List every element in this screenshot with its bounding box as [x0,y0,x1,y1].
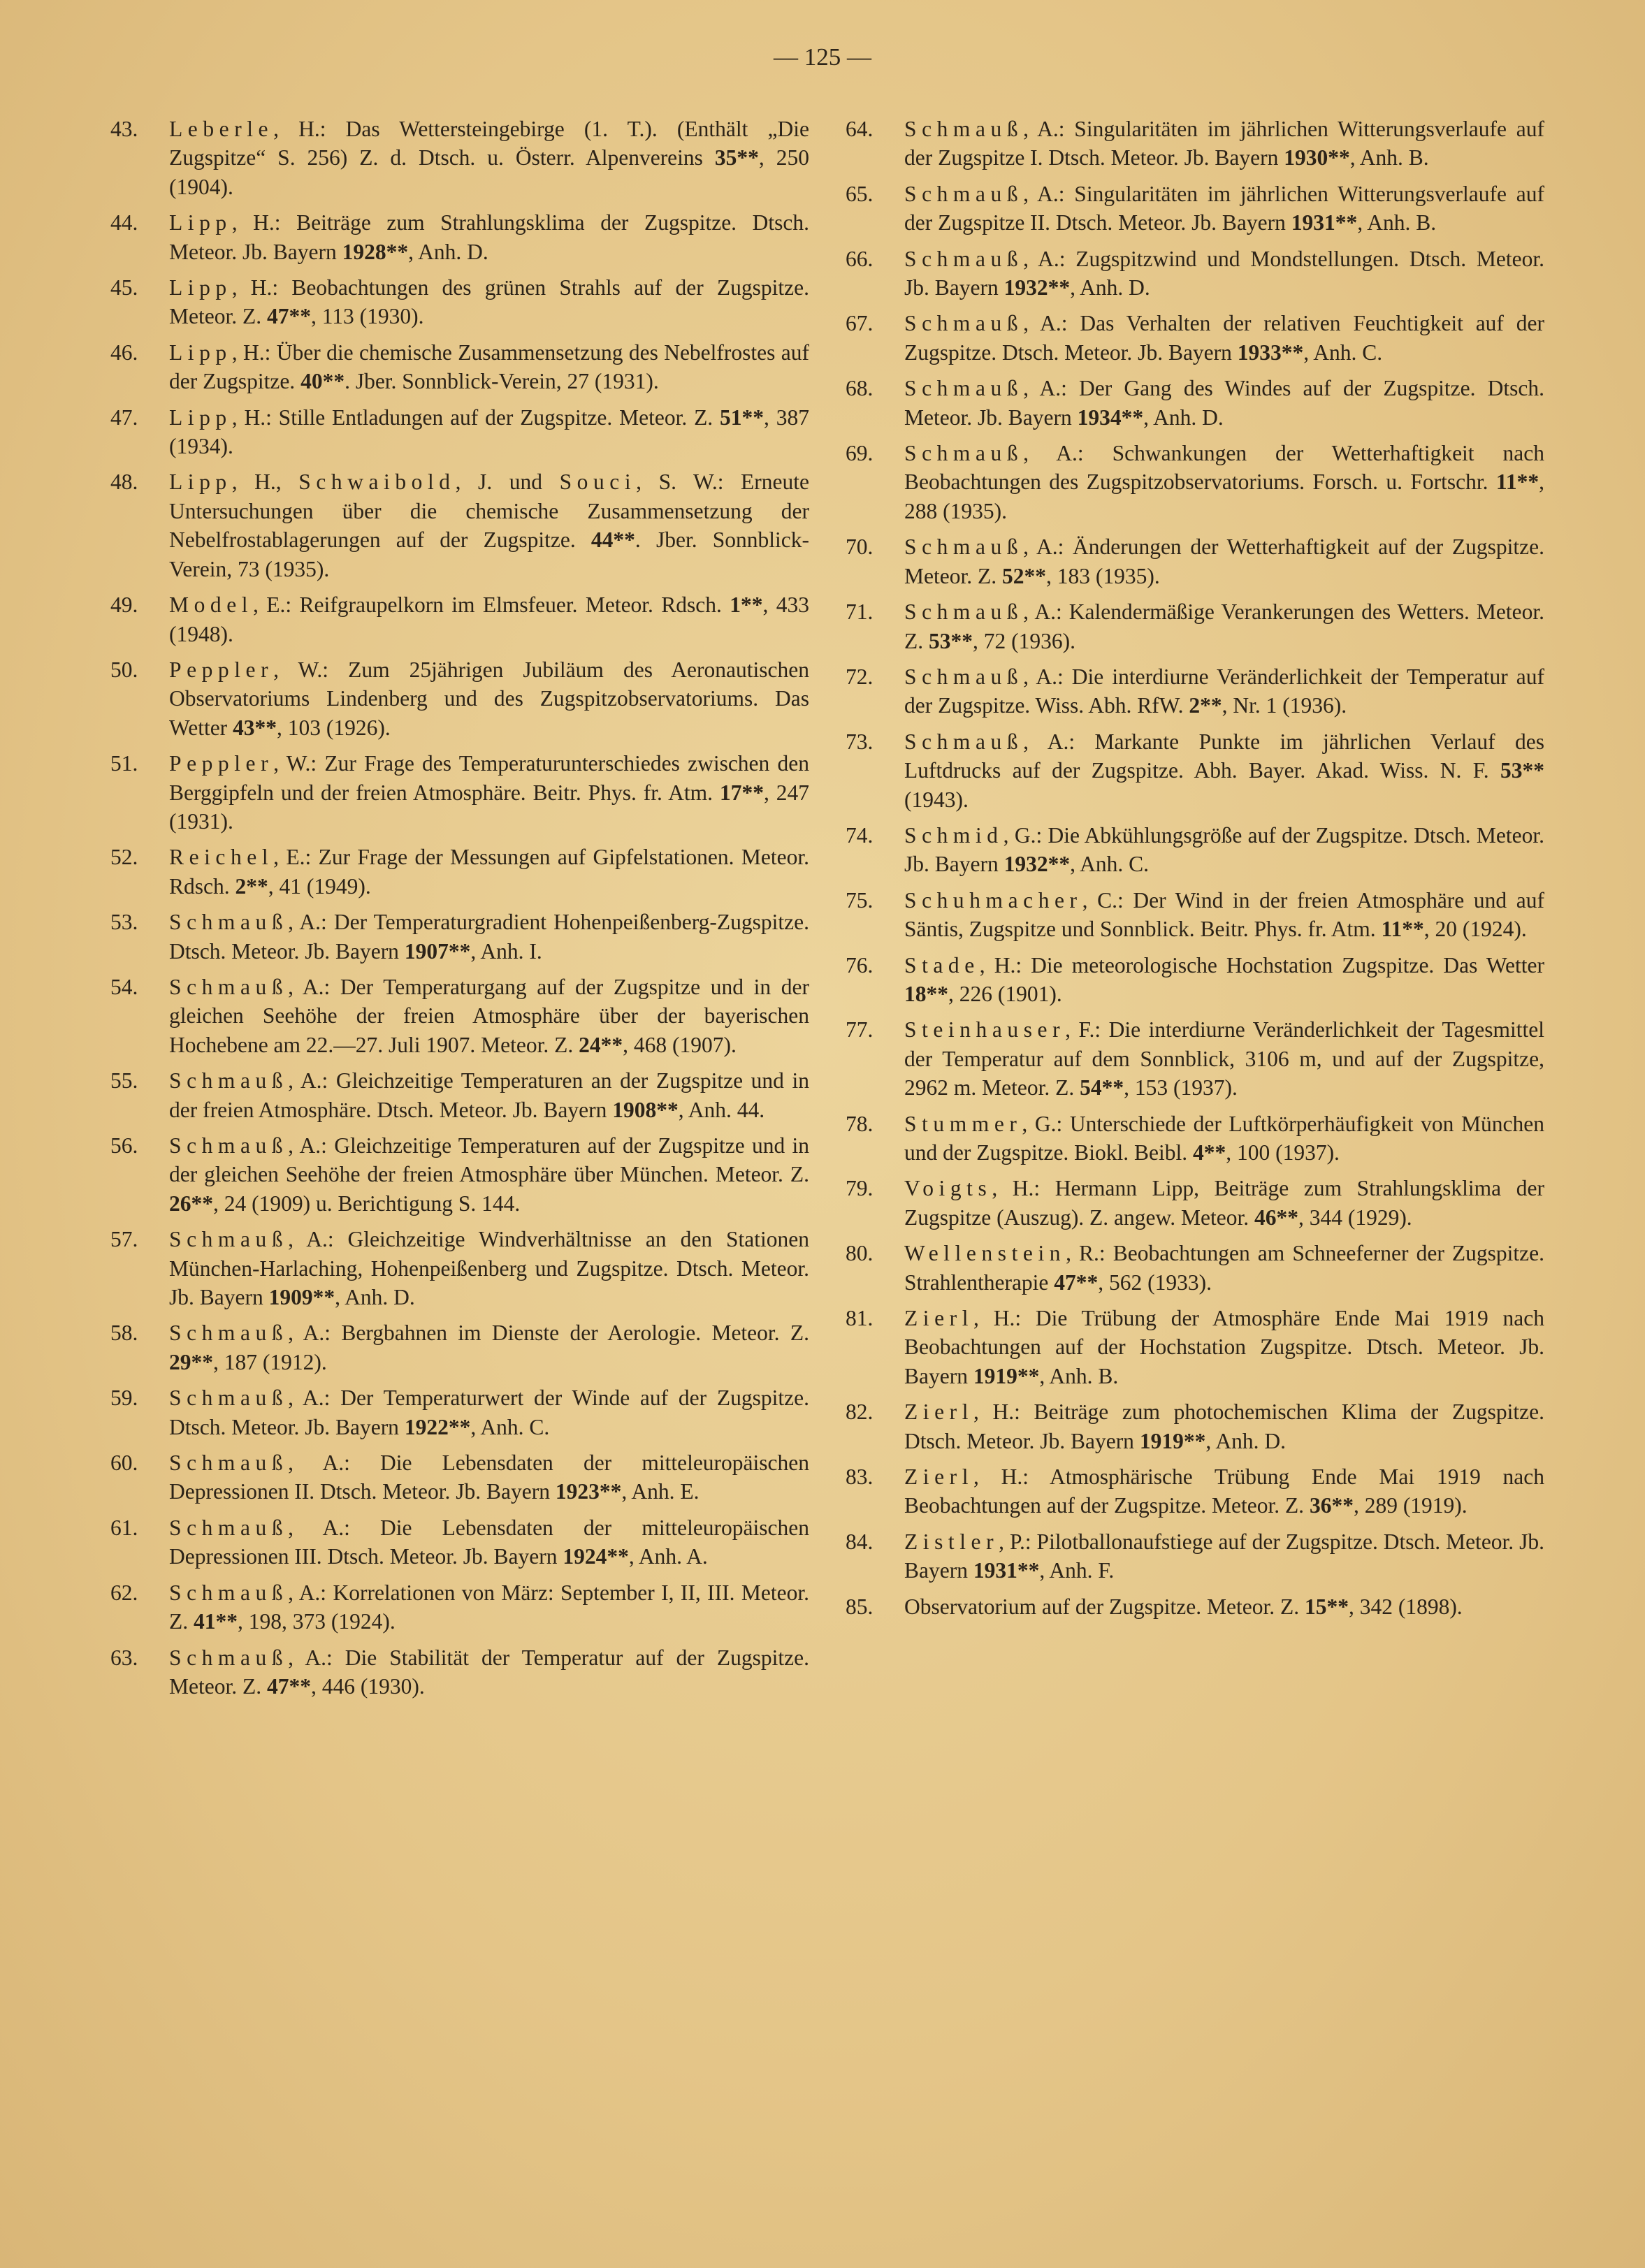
reference-text: , Anh. C. [1303,340,1383,365]
reference-entry [110,403,809,461]
reference-number: 69. [846,441,874,466]
reference-text: , A.: Die Lebensdaten der mitteleuropäischen Depressionen III. Dtsch. Meteor. Jb. Bayern [169,1515,809,1569]
reference-author: Schmauß [169,1386,289,1411]
reference-volume: 2** [235,873,268,899]
reference-author: Lipp [169,340,232,365]
reference-text: , 468 (1907). [623,1032,737,1057]
reference-author: Steinhauser [904,1017,1066,1042]
reference-text: , 344 (1929). [1298,1205,1412,1230]
reference-text: , Anh. D. [335,1285,415,1310]
reference-volume: 1932** [1003,852,1071,877]
reference-entry [110,115,809,201]
reference-text: , F.: Die interdiurne Veränderlichkeit der Tagesmittel der Temperatur auf dem Sonnblick, 3106 m, und auf der Zugspitze, 2962 m. Meteor. Z. [904,1017,1544,1100]
reference-number: 54. [110,974,138,999]
reference-text: , Anh. B. [1349,145,1429,170]
reference-text: , 562 (1933). [1098,1270,1212,1295]
reference-text: , H.: Das Wettersteingebirge (1. T.). (Enthält „Die Zugspitze“ S. 256) Z. d. Dtsch. u. Österr. Alpenvereins [169,117,809,170]
reference-text: , 446 (1930). [310,1673,425,1699]
reference-author: Stade [904,952,980,977]
reference-text: , H.: Stille Entladungen auf der Zugspitze. Meteor. Z. [231,405,720,430]
reference-author: Schmauß [904,599,1024,625]
reference-entry [846,245,1544,303]
reference-entry [110,273,809,331]
reference-entry [110,1383,809,1441]
reference-text: , Anh. D. [1143,405,1224,430]
reference-text: , A.: Gleichzeitige Windverhältnisse an den Stationen München-Harlaching, Hohenpeißenberg und Zugspitze. Dtsch. Meteor. Jb. Bayern [169,1227,809,1310]
reference-text: , Anh. C. [470,1414,550,1439]
reference-number: 63. [110,1645,138,1670]
reference-author: Schmid [904,822,1003,848]
reference-text: , 24 (1909) u. Berichtigung S. 144. [213,1191,521,1216]
reference-number: 72. [846,664,874,689]
reference-author: Leberle [169,117,274,141]
reference-entry [110,1066,809,1124]
reference-text: , J. und [455,470,560,495]
reference-author: Schmauß [169,1227,289,1252]
reference-number: 52. [110,845,138,870]
reference-entry [846,1304,1544,1390]
reference-text: , 247 (1931). [169,780,810,834]
reference-author: Schmauß [904,246,1024,271]
reference-number: 84. [846,1529,874,1554]
reference-volume: 1922** [404,1414,471,1439]
reference-volume: 2** [1189,693,1222,718]
reference-entry [846,1592,1544,1621]
reference-volume: 24** [579,1032,623,1057]
reference-text: , 187 (1912). [213,1349,327,1374]
reference-entry [110,749,809,836]
reference-author: Lipp [169,405,232,430]
reference-author: Wellenstein [904,1241,1066,1266]
reference-entry [110,843,809,901]
reference-text: , A.: Singularitäten im jährlichen Witterungsverlaufe auf der Zugspitze II. Dtsch. Meteor. Jb. Bayern [904,181,1544,235]
reference-text: , G.: Die Abkühlungsgröße auf der Zugspitze. Dtsch. Meteor. Jb. Bayern [904,822,1544,877]
reference-entry [846,1397,1544,1455]
reference-text: , A.: Gleichzeitige Temperaturen auf der Zugspitze und in der gleichen Seehöhe der freien Atmosphäre über München. Meteor. Z. [169,1133,809,1187]
reference-entry [110,208,809,266]
reference-number: 67. [846,311,874,336]
reference-volume: 1924** [563,1544,629,1569]
reference-text: , 289 (1919). [1353,1493,1468,1518]
reference-entry [846,1462,1544,1520]
reference-author: Schmauß [169,910,289,935]
reference-entry [846,374,1544,432]
reference-number: 62. [110,1580,138,1605]
reference-number: 77. [846,1017,874,1042]
reference-author: Schmauß [904,535,1024,560]
reference-text: , P.: Pilotballonaufstiege auf der Zugspitze. Dtsch. Meteor. Jb. Bayern [904,1529,1544,1583]
reference-text: , A.: Der Temperaturwert der Winde auf der Zugspitze. Dtsch. Meteor. Jb. Bayern [169,1386,809,1439]
reference-text: , G.: Unterschiede der Luftkörperhäufigkeit von München und der Zugspitze. Biokl. Beibl. [904,1111,1544,1165]
reference-list-left-column [110,115,809,1708]
reference-volume: 46** [1254,1205,1298,1230]
reference-text: , 342 (1898). [1348,1594,1463,1619]
reference-author: Schmauß [169,1451,289,1476]
reference-text: , A.: Der Temperaturgradient Hohenpeißenberg-Zugspitze. Dtsch. Meteor. Jb. Bayern [169,910,809,964]
reference-number: 59. [110,1386,138,1411]
reference-text: , H.: Über die chemische Zusammensetzung des Nebelfrostes auf der Zugspitze. [169,340,809,394]
reference-author: Voigts [904,1176,992,1201]
reference-volume: 40** [300,369,345,394]
reference-volume: 1928** [342,239,409,264]
reference-text: , A.: Das Verhalten der relativen Feuchtigkeit auf der Zugspitze. Dtsch. Meteor. Jb. Bayern [904,311,1544,365]
reference-author: Schmauß [904,664,1024,689]
reference-text: , 41 (1949). [268,873,371,899]
reference-text: , Anh. I. [470,938,542,964]
reference-number: 46. [110,340,138,365]
reference-number: 45. [110,275,138,300]
reference-number: 81. [846,1306,874,1331]
reference-volume: 17** [719,780,764,805]
reference-number: 85. [846,1594,874,1619]
reference-text: , A.: Bergbahnen im Dienste der Aerologie. Meteor. Z. [288,1321,809,1346]
reference-number: 74. [846,822,874,848]
reference-number: 82. [846,1400,874,1425]
reference-entry [846,662,1544,720]
reference-text: , 250 (1904). [169,145,810,199]
reference-author: Schmauß [169,1133,289,1158]
reference-author: Schmauß [169,1580,289,1605]
reference-entry [846,1015,1544,1102]
reference-text: , Anh. B. [1357,210,1437,235]
reference-author: Schmauß [904,181,1024,206]
reference-entry [846,180,1544,238]
reference-entry [110,1318,809,1376]
reference-volume: 11** [1495,470,1539,495]
reference-author: Lipp [169,210,232,235]
reference-text: , 198, 373 (1924). [238,1609,396,1634]
reference-entry [110,1131,809,1218]
reference-volume: 18** [904,981,948,1006]
reference-volume: 15** [1304,1594,1349,1619]
reference-author: Stummer [904,1111,1022,1136]
reference-number: 83. [846,1464,874,1490]
reference-text: , 183 (1935). [1045,563,1160,588]
reference-entry [846,727,1544,814]
reference-author: Reichel [169,845,274,870]
reference-entry [846,597,1544,655]
reference-text: , A.: Markante Punkte im jährlichen Verlauf des Luftdrucks auf der Zugspitze. Abh. Bayer. Akad. Wiss. N. F. [904,729,1544,783]
reference-volume: 1919** [973,1363,1040,1388]
reference-volume: 4** [1192,1140,1226,1165]
reference-volume: 1931** [973,1558,1040,1583]
reference-text: , W.: Zum 25jährigen Jubiläum des Aeronautischen Observatoriums Lindenberg und des Zugspitzobservatoriums. Das Wetter [169,657,809,740]
reference-text: , Anh. E. [621,1479,700,1504]
reference-volume: 47** [266,1673,311,1699]
reference-text: , H.: Beiträge zum photochemischen Klima der Zugspitze. Dtsch. Meteor. Jb. Bayern [904,1400,1544,1453]
reference-volume: 43** [233,715,277,740]
reference-author: Schmauß [169,1515,289,1540]
reference-entry [846,951,1544,1009]
reference-entry [846,1174,1544,1232]
reference-text: , 100 (1937). [1226,1140,1340,1165]
reference-author: Schmauß [169,1068,289,1093]
reference-author: Schmauß [169,1645,289,1670]
reference-author: Schmauß [904,376,1024,401]
reference-number: 61. [110,1515,138,1540]
reference-author: Schmauß [169,1321,289,1346]
reference-text: , A.: Die Lebensdaten der mitteleuropäischen Depressionen II. Dtsch. Meteor. Jb. Bayern [169,1451,809,1504]
reference-entry [846,439,1544,525]
reference-volume: 53** [929,628,973,653]
reference-number: 58. [110,1321,138,1346]
reference-number: 68. [846,376,874,401]
reference-text: , W.: Zur Frage des Temperaturunterschiedes zwischen den Berggipfeln und der freien Atmosphäre. Beitr. Phys. fr. Atm. [169,751,809,805]
reference-number: 66. [846,246,874,271]
reference-text: . Jber. Sonnblick-Verein, 73 (1935). [169,528,809,581]
reference-text: , H.: Hermann Lipp, Beiträge zum Strahlungsklima der Zugspitze (Auszug). Z. angew. Meteor. [904,1176,1544,1230]
reference-author: Zierl [904,1306,974,1331]
reference-author: Zierl [904,1400,974,1425]
reference-author: Lipp [169,275,232,300]
reference-text: , 103 (1926). [277,715,391,740]
reference-text: , A.: Die Stabilität der Temperatur auf der Zugspitze. Meteor. Z. [169,1645,809,1699]
reference-author: Zistler [904,1529,999,1554]
reference-text: , Anh. D. [1070,275,1150,300]
reference-number: 48. [110,470,138,495]
reference-author: Peppler [169,751,274,776]
reference-entry [110,973,809,1059]
reference-volume: 1919** [1139,1428,1206,1453]
reference-volume: 44** [590,528,635,553]
reference-volume: 53** [1500,758,1544,783]
reference-entry [846,1110,1544,1168]
reference-coauthor: Schwaibold [298,470,456,495]
reference-number: 60. [110,1451,138,1476]
reference-text: , A.: Singularitäten im jährlichen Witterungsverlaufe auf der Zugspitze I. Dtsch. Meteor. Jb. Bayern [904,117,1544,170]
reference-volume: 1923** [555,1479,622,1504]
reference-text: , A.: Der Gang des Windes auf der Zugspitze. Dtsch. Meteor. Jb. Bayern [904,376,1544,430]
reference-volume: 1932** [1003,275,1071,300]
reference-entry [110,1578,809,1636]
reference-entry [110,1225,809,1311]
reference-text: , H., [231,470,299,495]
reference-text: , A.: Zugspitzwind und Mondstellungen. Dtsch. Meteor. Jb. Bayern [904,246,1544,300]
reference-author: Lipp [169,470,232,495]
reference-number: 55. [110,1068,138,1093]
reference-volume: 1907** [404,938,471,964]
reference-number: 57. [110,1227,138,1252]
page-number: — 125 — [774,43,871,71]
reference-text: Observatorium auf der Zugspitze. Meteor. Z. [904,1594,1305,1619]
reference-number: 75. [846,887,874,913]
reference-text: , 113 (1930). [310,304,424,329]
reference-entry [110,1448,809,1506]
reference-entry [110,1643,809,1701]
reference-author: Schmauß [904,441,1024,466]
reference-text: . Jber. Sonnblick-Verein, 27 (1931). [345,369,659,394]
reference-text: , Anh. A. [628,1544,708,1569]
reference-text: , A.: Korrelationen von März: September I, II, III. Meteor. Z. [169,1580,809,1634]
reference-entry [846,821,1544,879]
reference-entry [846,1239,1544,1297]
reference-text: , 288 (1935). [904,470,1544,523]
reference-entry [110,655,809,742]
reference-author: Zierl [904,1464,974,1490]
reference-author: Peppler [169,657,274,682]
reference-number: 44. [110,210,138,235]
reference-number: 65. [846,181,874,206]
reference-coauthor: Souci [559,470,637,495]
reference-text: , 387 (1934). [169,405,809,459]
reference-author: Model [169,593,254,618]
reference-number: 80. [846,1241,874,1266]
reference-number: 76. [846,952,874,977]
reference-entry [846,886,1544,944]
reference-text: , A.: Schwankungen der Wetterhaftigkeit nach Beobachtungen des Zugspitzobservatoriums. Forsch. u. Fortschr. [904,441,1544,495]
reference-volume: 51** [720,405,764,430]
reference-text: , A.: Der Temperaturgang auf der Zugspitze und in der gleichen Seehöhe der freien Atmosphäre über der bayerischen Hochebene am 22.—27. Juli 1907. Meteor. Z. [169,974,809,1057]
reference-volume: 1930** [1284,145,1350,170]
reference-number: 78. [846,1111,874,1136]
reference-list-right-column [846,115,1544,1628]
reference-entry [846,309,1544,367]
reference-number: 73. [846,729,874,754]
reference-volume: 1909** [268,1285,335,1310]
reference-volume: 35** [714,145,759,170]
reference-volume: 47** [1054,1270,1099,1295]
reference-text: , A.: Änderungen der Wetterhaftigkeit auf der Zugspitze. Meteor. Z. [904,535,1544,588]
reference-text: , A.: Kalendermäßige Verankerungen des Wetters. Meteor. Z. [904,599,1544,653]
reference-text: , Anh. C. [1070,852,1150,877]
reference-text: , Anh. 44. [678,1097,765,1122]
reference-volume: 1934** [1077,405,1144,430]
reference-text: , H.: Beobachtungen des grünen Strahls auf der Zugspitze. Meteor. Z. [169,275,809,329]
reference-text: , S. W.: Erneute Untersuchungen über die chemische Zusammensetzung der Nebelfrostablagerungen auf der Zugspitze. [169,470,809,553]
reference-text: , H.: Die Trübung der Atmosphäre Ende Mai 1919 nach Beobachtungen auf der Hochstation Zugspitze. Dtsch. Meteor. Jb. Bayern [904,1306,1544,1388]
reference-number: 79. [846,1176,874,1201]
reference-number: 43. [110,117,138,141]
reference-number: 47. [110,405,138,430]
reference-text: , H.: Die meteorologische Hochstation Zugspitze. Das Wetter [979,952,1544,977]
reference-entry [846,115,1544,173]
reference-text: , H.: Beiträge zum Strahlungsklima der Zugspitze. Dtsch. Meteor. Jb. Bayern [169,210,809,264]
reference-number: 71. [846,599,874,625]
reference-volume: 1933** [1237,340,1304,365]
reference-entry [846,532,1544,590]
reference-number: 64. [846,117,874,141]
reference-text: , 153 (1937). [1124,1075,1238,1100]
reference-text: , A.: Gleichzeitige Temperaturen an der Zugspitze und in der freien Atmosphäre. Dtsch. Meteor. Jb. Bayern [169,1068,809,1122]
reference-volume: 41** [194,1609,238,1634]
reference-text: , 433 (1948). [169,593,809,646]
reference-author: Schuhmacher [904,887,1082,913]
reference-author: Schmauß [904,117,1024,141]
reference-number: 50. [110,657,138,682]
reference-entry [110,1513,809,1571]
reference-volume: 1908** [612,1097,679,1122]
reference-number: 70. [846,535,874,560]
reference-text: , 226 (1901). [948,981,1062,1006]
reference-volume: 36** [1309,1493,1354,1518]
reference-volume: 47** [266,304,311,329]
reference-text: , Anh. D. [408,239,488,264]
reference-entry [110,338,809,396]
reference-volume: 11** [1381,917,1424,942]
reference-volume: 1** [730,593,763,618]
reference-text: , 72 (1936). [973,628,1075,653]
reference-number: 56. [110,1133,138,1158]
reference-volume: 54** [1080,1075,1124,1100]
reference-text: , C.: Der Wind in der freien Atmosphäre und auf Säntis, Zugspitze und Sonnblick. Beitr. Phys. fr. Atm. [904,887,1544,942]
reference-number: 51. [110,751,138,776]
reference-volume: 29** [169,1349,213,1374]
reference-text: , E.: Zur Frage der Messungen auf Gipfelstationen. Meteor. Rdsch. [169,845,809,899]
reference-text: , A.: Die interdiurne Veränderlichkeit der Temperatur auf der Zugspitze. Wiss. Abh. RfW. [904,664,1544,718]
reference-volume: 1931** [1291,210,1358,235]
reference-text: , R.: Beobachtungen am Schneeferner der Zugspitze. Strahlentherapie [904,1241,1544,1295]
reference-text: , 20 (1924). [1423,917,1527,942]
reference-text: , Anh. B. [1039,1363,1119,1388]
reference-number: 49. [110,593,138,618]
reference-volume: 52** [1001,563,1046,588]
reference-author: Schmauß [904,729,1024,754]
reference-text: , H.: Atmosphärische Trübung Ende Mai 1919 nach Beobachtungen auf der Zugspitze. Meteor. Z. [904,1464,1544,1518]
reference-entry [110,590,809,648]
reference-entry [110,908,809,966]
reference-text: (1943). [904,787,969,812]
reference-text: , Nr. 1 (1936). [1222,693,1347,718]
reference-volume: 26** [169,1191,213,1216]
reference-number: 53. [110,910,138,935]
reference-entry [846,1527,1544,1585]
reference-text: , Anh. F. [1039,1558,1115,1583]
reference-author: Schmauß [169,974,289,999]
reference-text: , E.: Reifgraupelkorn im Elmsfeuer. Meteor. Rdsch. [253,593,730,618]
reference-entry [110,467,809,583]
reference-text: , Anh. D. [1205,1428,1286,1453]
reference-author: Schmauß [904,311,1024,336]
